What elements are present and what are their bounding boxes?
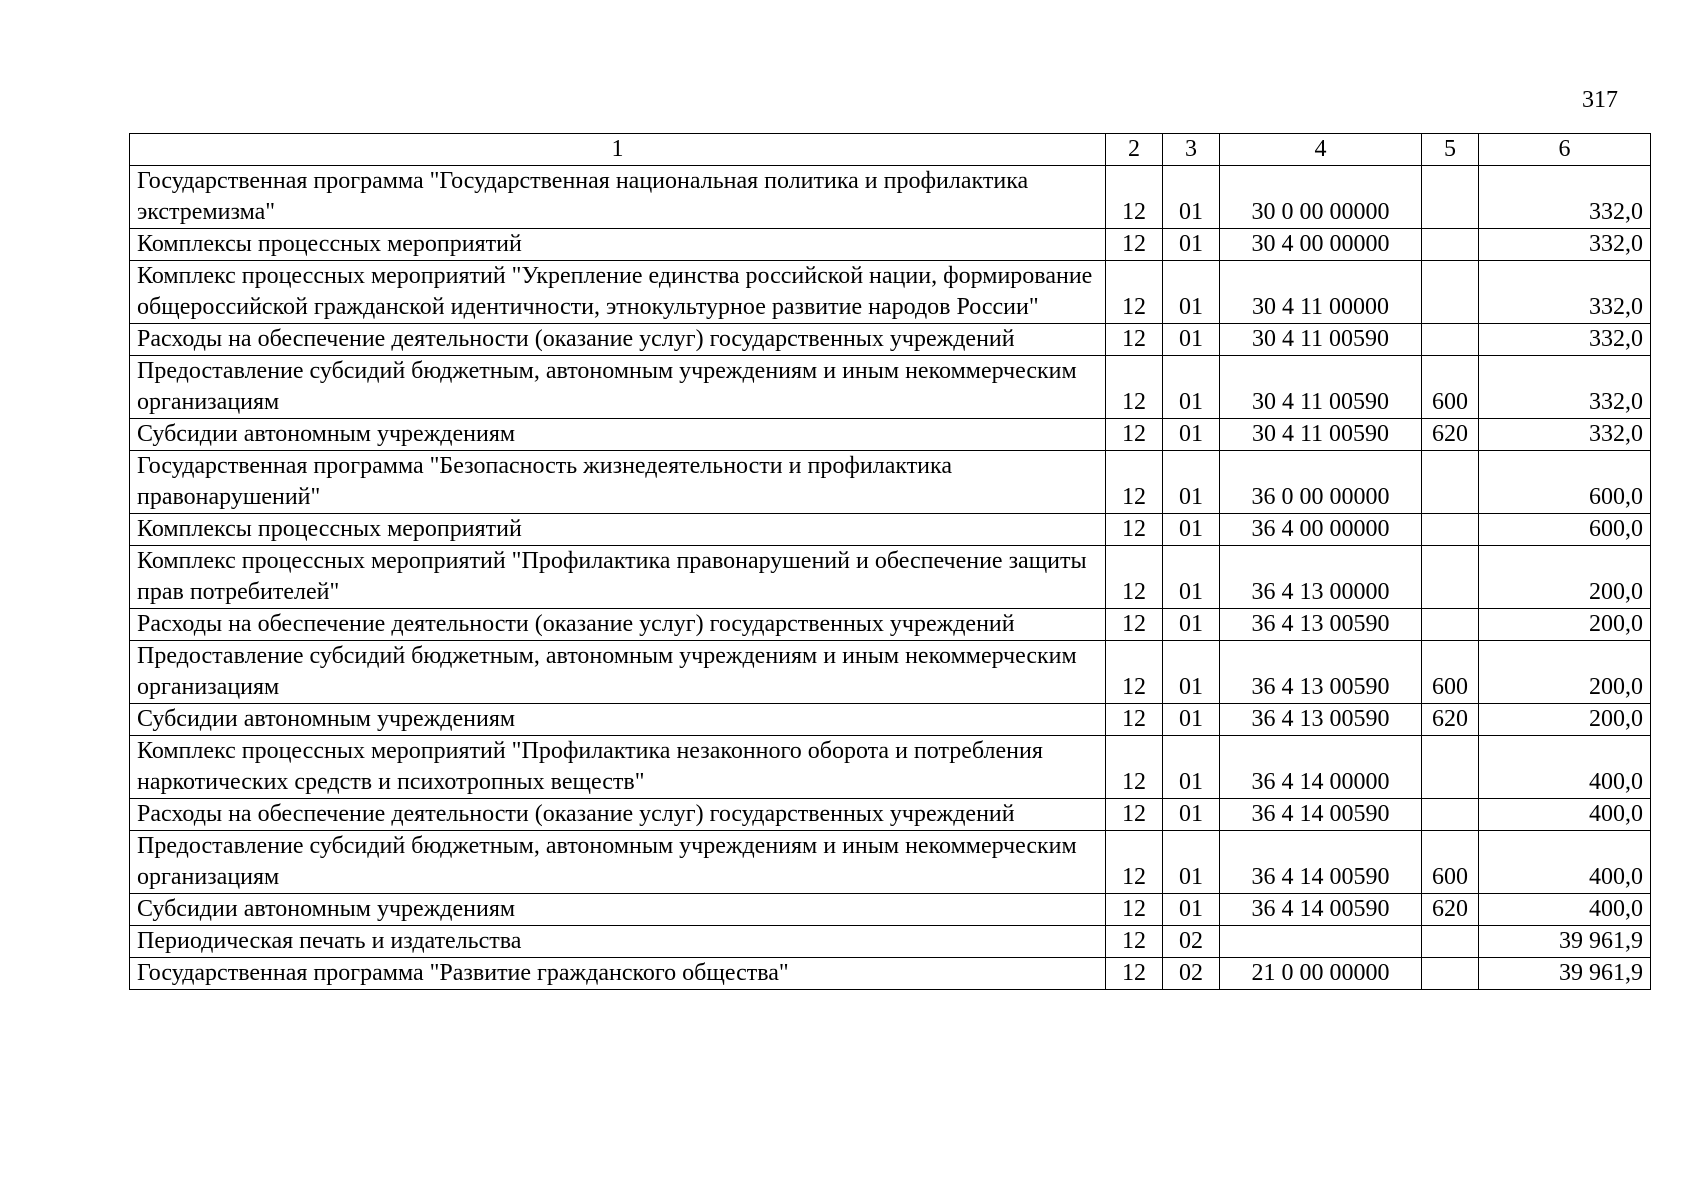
- row-target-code: [1220, 926, 1422, 958]
- row-amount: 332,0: [1479, 419, 1651, 451]
- column-header: 3: [1163, 134, 1220, 166]
- table-row: [130, 736, 1651, 799]
- row-name: Предоставление субсидий бюджетным, автономным учреждениям и иным некоммерческим организациям: [130, 831, 1106, 894]
- row-expense-type: 600: [1422, 641, 1479, 704]
- row-name: Комплексы процессных мероприятий: [130, 514, 1106, 546]
- row-expense-type: [1422, 958, 1479, 990]
- table-row: [130, 451, 1651, 514]
- row-section: 12: [1106, 356, 1163, 419]
- row-name: Комплекс процессных мероприятий "Профилактика правонарушений и обеспечение защиты прав потребителей": [130, 546, 1106, 609]
- row-section: 12: [1106, 546, 1163, 609]
- table-row: [130, 324, 1651, 356]
- row-expense-type: [1422, 324, 1479, 356]
- row-target-code: 30 0 00 00000: [1220, 166, 1422, 229]
- row-name: Комплексы процессных мероприятий: [130, 229, 1106, 261]
- row-subsection: 01: [1163, 894, 1220, 926]
- row-expense-type: 620: [1422, 704, 1479, 736]
- row-section: 12: [1106, 641, 1163, 704]
- row-section: 12: [1106, 894, 1163, 926]
- row-expense-type: [1422, 514, 1479, 546]
- row-amount: 400,0: [1479, 736, 1651, 799]
- row-target-code: 36 4 13 00590: [1220, 609, 1422, 641]
- row-subsection: 01: [1163, 514, 1220, 546]
- column-header: 2: [1106, 134, 1163, 166]
- row-target-code: 30 4 11 00590: [1220, 419, 1422, 451]
- column-header: 5: [1422, 134, 1479, 166]
- row-name: Государственная программа "Безопасность жизнедеятельности и профилактика правонарушений": [130, 451, 1106, 514]
- row-expense-type: 600: [1422, 831, 1479, 894]
- table-row: [130, 894, 1651, 926]
- row-target-code: 36 4 14 00590: [1220, 799, 1422, 831]
- row-subsection: 01: [1163, 641, 1220, 704]
- row-section: 12: [1106, 926, 1163, 958]
- table-row: [130, 958, 1651, 990]
- row-target-code: 36 4 14 00590: [1220, 894, 1422, 926]
- table-row: [130, 799, 1651, 831]
- row-subsection: 01: [1163, 419, 1220, 451]
- budget-table: [129, 133, 1651, 990]
- row-amount: 332,0: [1479, 166, 1651, 229]
- table-row: [130, 514, 1651, 546]
- row-section: 12: [1106, 261, 1163, 324]
- table-row: [130, 261, 1651, 324]
- row-expense-type: [1422, 166, 1479, 229]
- row-name: Субсидии автономным учреждениям: [130, 894, 1106, 926]
- row-section: 12: [1106, 799, 1163, 831]
- row-expense-type: [1422, 546, 1479, 609]
- row-target-code: 36 4 14 00590: [1220, 831, 1422, 894]
- row-section: 12: [1106, 229, 1163, 261]
- row-name: Расходы на обеспечение деятельности (оказание услуг) государственных учреждений: [130, 324, 1106, 356]
- row-section: 12: [1106, 514, 1163, 546]
- row-target-code: 36 4 14 00000: [1220, 736, 1422, 799]
- table-row: [130, 926, 1651, 958]
- row-amount: 332,0: [1479, 229, 1651, 261]
- row-name: Комплекс процессных мероприятий "Профилактика незаконного оборота и потребления наркотических средств и психотропных веществ": [130, 736, 1106, 799]
- table-row: [130, 229, 1651, 261]
- row-subsection: 01: [1163, 546, 1220, 609]
- column-header: 6: [1479, 134, 1651, 166]
- row-section: 12: [1106, 831, 1163, 894]
- row-expense-type: [1422, 799, 1479, 831]
- row-amount: 600,0: [1479, 451, 1651, 514]
- row-name: Расходы на обеспечение деятельности (оказание услуг) государственных учреждений: [130, 799, 1106, 831]
- row-expense-type: [1422, 926, 1479, 958]
- table-row: [130, 609, 1651, 641]
- row-subsection: 02: [1163, 958, 1220, 990]
- row-target-code: 36 4 13 00590: [1220, 641, 1422, 704]
- column-header: 4: [1220, 134, 1422, 166]
- row-section: 12: [1106, 958, 1163, 990]
- row-amount: 400,0: [1479, 799, 1651, 831]
- row-name: Субсидии автономным учреждениям: [130, 704, 1106, 736]
- row-section: 12: [1106, 451, 1163, 514]
- row-expense-type: [1422, 451, 1479, 514]
- row-subsection: 01: [1163, 736, 1220, 799]
- row-target-code: 30 4 11 00590: [1220, 356, 1422, 419]
- row-subsection: 01: [1163, 609, 1220, 641]
- table-row: [130, 356, 1651, 419]
- row-target-code: 36 4 00 00000: [1220, 514, 1422, 546]
- table-row: [130, 641, 1651, 704]
- table-row: [130, 704, 1651, 736]
- row-target-code: 30 4 11 00590: [1220, 324, 1422, 356]
- row-expense-type: 620: [1422, 894, 1479, 926]
- table-row: [130, 546, 1651, 609]
- row-amount: 200,0: [1479, 641, 1651, 704]
- row-name: Периодическая печать и издательства: [130, 926, 1106, 958]
- table-header-row: [130, 134, 1651, 166]
- row-amount: 332,0: [1479, 356, 1651, 419]
- row-subsection: 02: [1163, 926, 1220, 958]
- row-section: 12: [1106, 166, 1163, 229]
- row-amount: 400,0: [1479, 894, 1651, 926]
- row-expense-type: 620: [1422, 419, 1479, 451]
- row-section: 12: [1106, 324, 1163, 356]
- table-row: [130, 831, 1651, 894]
- row-name: Государственная программа "Государственная национальная политика и профилактика экстремизма": [130, 166, 1106, 229]
- row-subsection: 01: [1163, 229, 1220, 261]
- column-header: 1: [130, 134, 1106, 166]
- row-name: Государственная программа "Развитие гражданского общества": [130, 958, 1106, 990]
- table-row: [130, 166, 1651, 229]
- row-amount: 39 961,9: [1479, 926, 1651, 958]
- row-amount: 400,0: [1479, 831, 1651, 894]
- page-number: 317: [1582, 87, 1618, 113]
- row-name: Предоставление субсидий бюджетным, автономным учреждениям и иным некоммерческим организациям: [130, 641, 1106, 704]
- row-section: 12: [1106, 736, 1163, 799]
- row-target-code: 30 4 11 00000: [1220, 261, 1422, 324]
- row-expense-type: [1422, 261, 1479, 324]
- row-amount: 332,0: [1479, 261, 1651, 324]
- row-subsection: 01: [1163, 704, 1220, 736]
- row-target-code: 36 4 13 00000: [1220, 546, 1422, 609]
- row-target-code: 30 4 00 00000: [1220, 229, 1422, 261]
- row-expense-type: [1422, 229, 1479, 261]
- row-section: 12: [1106, 609, 1163, 641]
- row-amount: 39 961,9: [1479, 958, 1651, 990]
- row-expense-type: [1422, 736, 1479, 799]
- row-subsection: 01: [1163, 831, 1220, 894]
- row-expense-type: [1422, 609, 1479, 641]
- row-target-code: 36 0 00 00000: [1220, 451, 1422, 514]
- row-section: 12: [1106, 704, 1163, 736]
- row-target-code: 21 0 00 00000: [1220, 958, 1422, 990]
- row-name: Субсидии автономным учреждениям: [130, 419, 1106, 451]
- row-subsection: 01: [1163, 356, 1220, 419]
- row-amount: 200,0: [1479, 609, 1651, 641]
- row-subsection: 01: [1163, 324, 1220, 356]
- row-name: Комплекс процессных мероприятий "Укрепление единства российской нации, формирование общероссийской гражданской идентичности, этнокультурное развитие народов России": [130, 261, 1106, 324]
- row-subsection: 01: [1163, 261, 1220, 324]
- row-amount: 332,0: [1479, 324, 1651, 356]
- row-subsection: 01: [1163, 166, 1220, 229]
- row-amount: 600,0: [1479, 514, 1651, 546]
- row-target-code: 36 4 13 00590: [1220, 704, 1422, 736]
- row-subsection: 01: [1163, 451, 1220, 514]
- row-section: 12: [1106, 419, 1163, 451]
- row-expense-type: 600: [1422, 356, 1479, 419]
- row-amount: 200,0: [1479, 546, 1651, 609]
- row-name: Предоставление субсидий бюджетным, автономным учреждениям и иным некоммерческим организациям: [130, 356, 1106, 419]
- row-name: Расходы на обеспечение деятельности (оказание услуг) государственных учреждений: [130, 609, 1106, 641]
- table-row: [130, 419, 1651, 451]
- row-amount: 200,0: [1479, 704, 1651, 736]
- row-subsection: 01: [1163, 799, 1220, 831]
